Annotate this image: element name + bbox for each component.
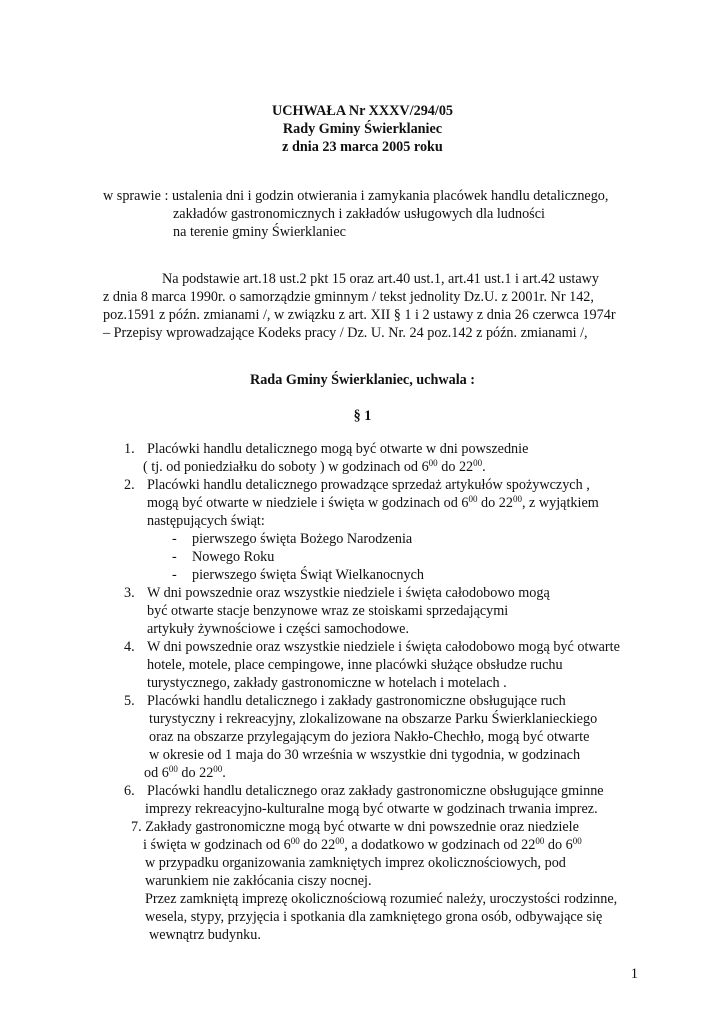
resolution-heading: Rada Gminy Świerklaniec, uchwala : (249, 372, 476, 388)
resolution-number: UCHWAŁA Nr XXXV/294/05 (271, 103, 454, 119)
item-3-line-1: W dni powszednie oraz wszystkie niedziele i święta całodobowo mogą (147, 585, 550, 601)
list-dash: - (172, 531, 177, 547)
basis-line-2: z dnia 8 marca 1990r. o samorządzie gminnym / tekst jednolity Dz.U. z 2001r. Nr 142, (103, 289, 594, 305)
list-dash: - (172, 549, 177, 565)
subject-line-3: na terenie gminy Świerklaniec (173, 224, 346, 240)
subject-line-2: zakładów gastronomicznych i zakładów usługowych dla ludności (173, 206, 545, 222)
item-5-line-4: w okresie od 1 maja do 30 września w wszystkie dni tygodnia, w godzinach (149, 747, 581, 763)
item-7-line-1: 7. Zakłady gastronomiczne mogą być otwarte w dni powszednie oraz niedziele (131, 819, 579, 835)
holiday-3: pierwszego święta Świąt Wielkanocnych (192, 567, 425, 583)
page-number: 1 (630, 966, 638, 982)
item-1-number: 1. (124, 441, 135, 457)
resolution-date: z dnia 23 marca 2005 roku (282, 139, 443, 155)
item-4-line-2: hotele, motele, place cempingowe, inne placówki służące obsłudze ruchu (147, 657, 563, 673)
item-6-line-2: imprezy rekreacyjno-kulturalne mogą być otwarte w godzinach trwania imprez. (145, 801, 598, 817)
item-6-line-1: Placówki handlu detalicznego oraz zakłady gastronomiczne obsługujące gminne (147, 783, 604, 799)
item-7-line-7: wewnątrz budynku. (149, 927, 261, 943)
item-3-line-3: artykuły żywnościowe i części samochodowe. (147, 621, 409, 637)
item-3-number: 3. (124, 585, 135, 601)
item-7-line-5: Przez zamkniętą imprezę okolicznościową rozumieć należy, uroczystości rodzinne, (145, 891, 618, 907)
item-5-line-2: turystyczny i rekreacyjny, zlokalizowane na obszarze Parku Świerklanieckiego (149, 711, 598, 727)
item-7-line-2: i święta w godzinach od $6^{00}$ do $22^{00}$, a dodatkowo w godzinach od $22^{00}$ do $6^{00}$ (143, 836, 582, 853)
item-7-line-3: w przypadku organizowania zamkniętych imprez okolicznościowych, pod (145, 855, 566, 871)
holiday-2: Nowego Roku (192, 549, 275, 565)
item-2-line-2: mogą być otwarte w niedziele i święta w godzinach od $6^{00}$ do $22^{00}$, z wyjątkiem (147, 494, 599, 511)
item-1-line-1: Placówki handlu detalicznego mogą być otwarte w dni powszednie (147, 441, 529, 457)
item-7-line-4: warunkiem nie zakłócania ciszy nocnej. (145, 873, 372, 889)
item-7-line-6: wesela, stypy, przyjęcia i spotkania dla zamkniętego grona osób, odbywające się (145, 909, 603, 925)
list-dash: - (172, 567, 177, 583)
item-5-line-5: od $6^{00}$ do $22^{00}$. (144, 764, 226, 781)
council-name: Rady Gminy Świerklaniec (282, 121, 443, 137)
basis-line-3: poz.1591 z późn. zmianami /, w związku z art. XII § 1 i 2 ustawy z dnia 26 czerwca 1974r (103, 307, 616, 323)
item-5-number: 5. (124, 693, 135, 709)
item-6-number: 6. (124, 783, 135, 799)
item-2-line-3: następujących świąt: (147, 513, 265, 529)
item-1-line-2: ( tj. od poniedziałku do soboty ) w godzinach od $6^{00}$ do $22^{00}$. (143, 458, 486, 475)
item-2-line-1: Placówki handlu detalicznego prowadzące sprzedaż artykułów spożywczych , (147, 477, 590, 493)
item-3-line-2: być otwarte stacje benzynowe wraz ze stoiskami sprzedającymi (147, 603, 509, 619)
section-heading: § 1 (353, 408, 372, 424)
item-2-number: 2. (124, 477, 135, 493)
item-4-line-1: W dni powszednie oraz wszystkie niedziele i święta całodobowo mogą być otwarte (147, 639, 620, 655)
item-5-line-1: Placówki handlu detalicznego i zakłady gastronomiczne obsługujące ruch (147, 693, 566, 709)
item-4-line-3: turystycznego, zakłady gastronomiczne w hotelach i motelach . (147, 675, 507, 691)
item-5-line-3: oraz na obszarze przylegającym do jeziora Nakło-Chechło, mogą być otwarte (149, 729, 590, 745)
basis-line-4: – Przepisy wprowadzające Kodeks pracy / Dz. U. Nr. 24 poz.142 z późn. zmianami /, (103, 325, 588, 341)
holiday-1: pierwszego święta Bożego Narodzenia (192, 531, 413, 547)
basis-line-1: Na podstawie art.18 ust.2 pkt 15 oraz art.40 ust.1, art.41 ust.1 i art.42 ustawy (162, 271, 599, 287)
subject-line-1: w sprawie : ustalenia dni i godzin otwierania i zamykania placówek handlu detalicznego, (103, 188, 609, 204)
item-4-number: 4. (124, 639, 135, 655)
